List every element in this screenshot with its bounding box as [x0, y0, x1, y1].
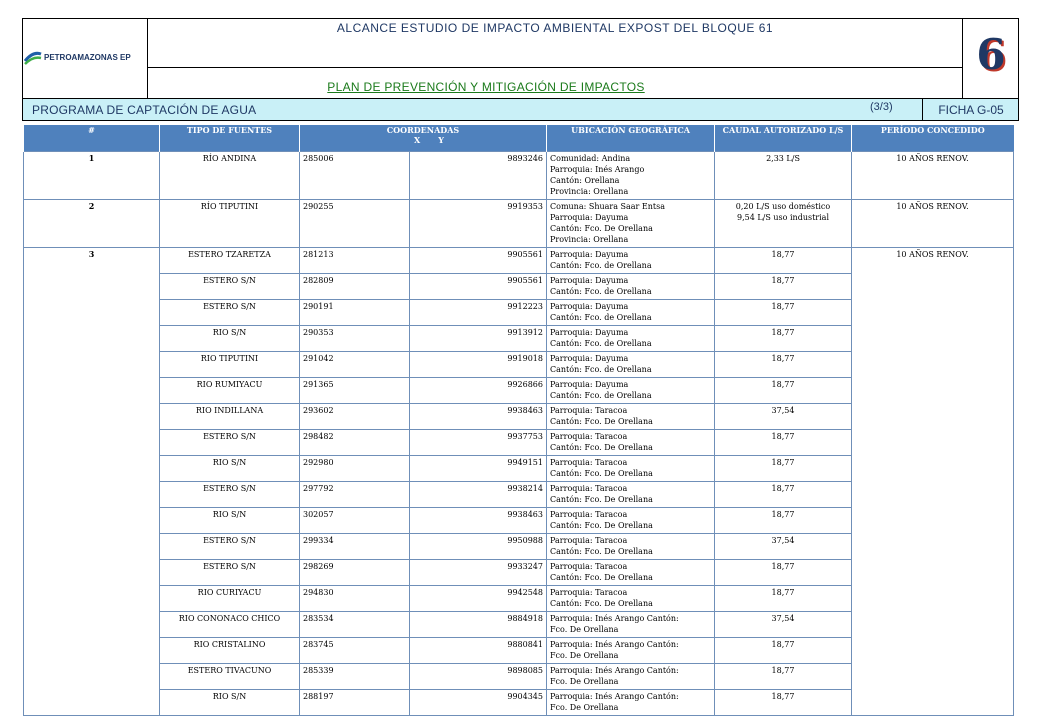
- page-indicator: (3/3): [870, 101, 893, 113]
- geo-location-line: Parroquia: Taracoa: [550, 536, 628, 545]
- coord-x: 288197: [300, 690, 410, 716]
- col-tipo: TIPO DE FUENTES: [160, 125, 300, 152]
- geo-location-line: Parroquia: Dayuma: [550, 213, 629, 222]
- authorized-flow: [715, 274, 852, 300]
- geo-location: [547, 326, 715, 352]
- geo-location-line: Parroquia: Taracoa: [550, 510, 628, 519]
- source-type: RIO CURIYACU: [160, 586, 300, 612]
- authorized-flow-line: 9,54 L/S uso industrial: [736, 213, 830, 222]
- geo-location-line: Cantón: Fco. De Orellana: [550, 573, 653, 582]
- coord-x: 285339: [300, 664, 410, 690]
- geo-location-line: Parroquia: Taracoa: [550, 432, 628, 441]
- geo-location-line: Cantón: Fco. De Orellana: [550, 224, 653, 233]
- authorized-flow-line: 18,77: [771, 432, 795, 441]
- geo-location-line: Cantón: Orellana: [550, 176, 620, 185]
- geo-location-line: Cantón: Fco. De Orellana: [550, 521, 653, 530]
- geo-location: [547, 378, 715, 404]
- source-type: RIO INDILLANA: [160, 404, 300, 430]
- geo-location-line: Parroquia: Dayuma: [550, 276, 629, 285]
- geo-location: [547, 152, 715, 200]
- col-coordenadas: [300, 125, 547, 152]
- geo-location-line: Cantón: Fco. de Orellana: [550, 287, 652, 296]
- source-type: RIO S/N: [160, 690, 300, 716]
- authorized-flow-line: 18,77: [771, 692, 795, 701]
- geo-location: [547, 274, 715, 300]
- geo-location: [547, 638, 715, 664]
- geo-location: [547, 300, 715, 326]
- source-type: ESTERO S/N: [160, 300, 300, 326]
- geo-location-line: Parroquia: Inés Arango Cantón:: [550, 614, 679, 623]
- authorized-flow-line: 18,77: [771, 510, 795, 519]
- geo-location-line: Fco. De Orellana: [550, 651, 619, 660]
- geo-location-line: Cantón: Fco. De Orellana: [550, 417, 653, 426]
- geo-location-line: Parroquia: Inés Arango: [550, 165, 645, 174]
- geo-location: [547, 586, 715, 612]
- geo-location-line: Parroquia: Taracoa: [550, 406, 628, 415]
- source-type: ESTERO S/N: [160, 430, 300, 456]
- coord-x: 292980: [300, 456, 410, 482]
- authorized-flow: [715, 378, 852, 404]
- authorized-flow-line: 0,20 L/S uso doméstico: [735, 202, 831, 211]
- authorized-flow-line: 18,77: [771, 276, 795, 285]
- authorized-flow: [715, 690, 852, 716]
- authorized-flow: [715, 534, 852, 560]
- coord-x: 297792: [300, 482, 410, 508]
- coord-y: 9933247: [410, 560, 547, 586]
- coord-x: 283534: [300, 612, 410, 638]
- coord-y: 9904345: [410, 690, 547, 716]
- geo-location: [547, 690, 715, 716]
- coord-y: 9938463: [410, 404, 547, 430]
- geo-location: [547, 560, 715, 586]
- geo-location-line: Fco. De Orellana: [550, 625, 619, 634]
- authorized-flow: [715, 326, 852, 352]
- geo-location: [547, 200, 715, 248]
- source-type: RÍO ANDINA: [160, 152, 300, 200]
- source-type: RÍO TIPUTINI: [160, 200, 300, 248]
- authorized-flow-line: 18,77: [771, 562, 795, 571]
- coord-x: 290191: [300, 300, 410, 326]
- authorized-flow: [715, 200, 852, 248]
- header-divider-mid: [147, 67, 962, 68]
- coords-label: COORDENADAS: [386, 125, 460, 135]
- geo-location: [547, 248, 715, 274]
- captation-table: [23, 125, 1014, 716]
- authorized-flow-line: 2,33 L/S: [766, 154, 800, 163]
- document-title: ALCANCE ESTUDIO DE IMPACTO AMBIENTAL EXPOST DEL BLOQUE 61: [336, 21, 774, 35]
- geo-location-line: Parroquia: Dayuma: [550, 250, 629, 259]
- authorized-flow: [715, 560, 852, 586]
- coord-x: 291042: [300, 352, 410, 378]
- geo-location-line: Parroquia: Dayuma: [550, 380, 629, 389]
- geo-location: [547, 456, 715, 482]
- authorized-flow-line: 18,77: [771, 354, 795, 363]
- coord-y: 9950988: [410, 534, 547, 560]
- coord-y: 9884918: [410, 612, 547, 638]
- authorized-flow: [715, 482, 852, 508]
- geo-location-line: Cantón: Fco. de Orellana: [550, 261, 652, 270]
- granted-period: 10 AÑOS RENOV.: [852, 152, 1014, 200]
- coord-x: 282809: [300, 274, 410, 300]
- source-type: RIO S/N: [160, 326, 300, 352]
- geo-location: [547, 612, 715, 638]
- coord-y: 9926866: [410, 378, 547, 404]
- authorized-flow-line: 37,54: [771, 614, 795, 623]
- table-row: [24, 152, 1014, 200]
- geo-location-line: Cantón: Fco. de Orellana: [550, 391, 652, 400]
- authorized-flow-line: 18,77: [771, 250, 795, 259]
- geo-location-line: Parroquia: Taracoa: [550, 562, 628, 571]
- program-label: PROGRAMA DE CAPTACIÓN DE AGUA: [32, 103, 257, 117]
- authorized-flow: [715, 456, 852, 482]
- coord-y: 9942548: [410, 586, 547, 612]
- coord-x-label: X: [414, 135, 421, 145]
- geo-location-line: Provincia: Orellana: [550, 235, 629, 244]
- coord-y: 9937753: [410, 430, 547, 456]
- geo-location-line: Cantón: Fco. De Orellana: [550, 469, 653, 478]
- authorized-flow: [715, 404, 852, 430]
- authorized-flow-line: 18,77: [771, 302, 795, 311]
- geo-location: [547, 534, 715, 560]
- geo-location-line: Parroquia: Dayuma: [550, 328, 629, 337]
- row-number: 2: [24, 200, 160, 248]
- granted-period: 10 AÑOS RENOV.: [852, 200, 1014, 248]
- source-type: ESTERO TZARETZA: [160, 248, 300, 274]
- authorized-flow: [715, 248, 852, 274]
- authorized-flow-line: 18,77: [771, 328, 795, 337]
- geo-location-line: Cantón: Fco. De Orellana: [550, 443, 653, 452]
- granted-period: 10 AÑOS RENOV.: [852, 248, 1014, 716]
- table-header-row: [24, 125, 1014, 152]
- coord-x: 290353: [300, 326, 410, 352]
- right-logo-glyph: 6: [976, 30, 1006, 79]
- geo-location-line: Cantón: Fco. de Orellana: [550, 339, 652, 348]
- coord-y: 9919018: [410, 352, 547, 378]
- coord-x: 298482: [300, 430, 410, 456]
- geo-location-line: Cantón: Fco. de Orellana: [550, 313, 652, 322]
- geo-location-line: Parroquia: Taracoa: [550, 458, 628, 467]
- coord-x: 281213: [300, 248, 410, 274]
- authorized-flow-line: 18,77: [771, 666, 795, 675]
- geo-location-line: Cantón: Fco. De Orellana: [550, 547, 653, 556]
- coord-x: 302057: [300, 508, 410, 534]
- geo-location-line: Parroquia: Inés Arango Cantón:: [550, 666, 679, 675]
- coord-y: 9912223: [410, 300, 547, 326]
- coord-y: 9919353: [410, 200, 547, 248]
- geo-location-line: Parroquia: Inés Arango Cantón:: [550, 640, 679, 649]
- row-number: 1: [24, 152, 160, 200]
- authorized-flow-line: 18,77: [771, 588, 795, 597]
- coord-y: 9913912: [410, 326, 547, 352]
- geo-location-line: Parroquia: Taracoa: [550, 588, 628, 597]
- geo-location-line: Parroquia: Taracoa: [550, 484, 628, 493]
- authorized-flow-line: 18,77: [771, 640, 795, 649]
- source-type: ESTERO TIVACUNO: [160, 664, 300, 690]
- geo-location: [547, 430, 715, 456]
- ficha-label: FICHA G-05: [938, 103, 1004, 117]
- authorized-flow-line: 37,54: [771, 406, 795, 415]
- coord-x: 298269: [300, 560, 410, 586]
- coord-y: 9880841: [410, 638, 547, 664]
- coord-x: 299334: [300, 534, 410, 560]
- geo-location: [547, 352, 715, 378]
- table-row: [24, 248, 1014, 274]
- geo-location-line: Fco. De Orellana: [550, 703, 619, 712]
- col-ubicacion: UBICACIÓN GEOGRÁFICA: [547, 125, 715, 152]
- geo-location-line: Fco. De Orellana: [550, 677, 619, 686]
- col-caudal: CAUDAL AUTORIZADO L/S: [715, 125, 852, 152]
- authorized-flow: [715, 508, 852, 534]
- authorized-flow: [715, 638, 852, 664]
- coord-x: 294830: [300, 586, 410, 612]
- table-row: [24, 200, 1014, 248]
- authorized-flow-line: 37,54: [771, 536, 795, 545]
- authorized-flow: [715, 430, 852, 456]
- geo-location-line: Cantón: Fco. De Orellana: [550, 495, 653, 504]
- geo-location-line: Comunidad: Andina: [550, 154, 631, 163]
- geo-location: [547, 482, 715, 508]
- authorized-flow: [715, 612, 852, 638]
- petroamazonas-logo-icon: [24, 49, 42, 65]
- col-num: #: [24, 125, 160, 152]
- col-periodo: PERÍODO CONCEDIDO: [852, 125, 1014, 152]
- coord-y: 9905561: [410, 274, 547, 300]
- coord-x: 285006: [300, 152, 410, 200]
- geo-location-line: Cantón: Fco. de Orellana: [550, 365, 652, 374]
- coord-y: 9949151: [410, 456, 547, 482]
- coord-y: 9898085: [410, 664, 547, 690]
- coord-x: 291365: [300, 378, 410, 404]
- coord-y: 9938214: [410, 482, 547, 508]
- geo-location: [547, 508, 715, 534]
- geo-location-line: Cantón: Fco. De Orellana: [550, 599, 653, 608]
- authorized-flow-line: 18,77: [771, 458, 795, 467]
- source-type: RIO RUMIYACU: [160, 378, 300, 404]
- authorized-flow-line: 18,77: [771, 380, 795, 389]
- geo-location-line: Parroquia: Dayuma: [550, 302, 629, 311]
- authorized-flow-line: 18,77: [771, 484, 795, 493]
- coord-y: 9905561: [410, 248, 547, 274]
- coord-x: 293602: [300, 404, 410, 430]
- geo-location-line: Comuna: Shuara Saar Entsa: [550, 202, 665, 211]
- source-type: RIO CRISTALINO: [160, 638, 300, 664]
- coord-y: 9938463: [410, 508, 547, 534]
- coord-y-label: Y: [438, 135, 444, 145]
- authorized-flow: [715, 152, 852, 200]
- geo-location: [547, 404, 715, 430]
- logo-text: PETROAMAZONAS EP: [44, 52, 131, 62]
- authorized-flow: [715, 300, 852, 326]
- authorized-flow: [715, 664, 852, 690]
- geo-location-line: Parroquia: Inés Arango Cantón:: [550, 692, 679, 701]
- source-type: ESTERO S/N: [160, 274, 300, 300]
- authorized-flow: [715, 352, 852, 378]
- source-type: RIO S/N: [160, 508, 300, 534]
- source-type: RIO CONONACO CHICO: [160, 612, 300, 638]
- right-logo: [963, 30, 1019, 80]
- plan-subtitle: PLAN DE PREVENCIÓN Y MITIGACIÓN DE IMPACTOS: [327, 80, 645, 94]
- coord-x: 290255: [300, 200, 410, 248]
- geo-location-line: Parroquia: Dayuma: [550, 354, 629, 363]
- geo-location-line: Provincia: Orellana: [550, 187, 629, 196]
- source-type: RIO TIPUTINI: [160, 352, 300, 378]
- source-type: RIO S/N: [160, 456, 300, 482]
- source-type: ESTERO S/N: [160, 534, 300, 560]
- row-number: 3: [24, 248, 160, 716]
- coord-y: 9893246: [410, 152, 547, 200]
- authorized-flow: [715, 586, 852, 612]
- source-type: ESTERO S/N: [160, 482, 300, 508]
- geo-location: [547, 664, 715, 690]
- coord-x: 283745: [300, 638, 410, 664]
- source-type: ESTERO S/N: [160, 560, 300, 586]
- company-logo: [24, 46, 148, 68]
